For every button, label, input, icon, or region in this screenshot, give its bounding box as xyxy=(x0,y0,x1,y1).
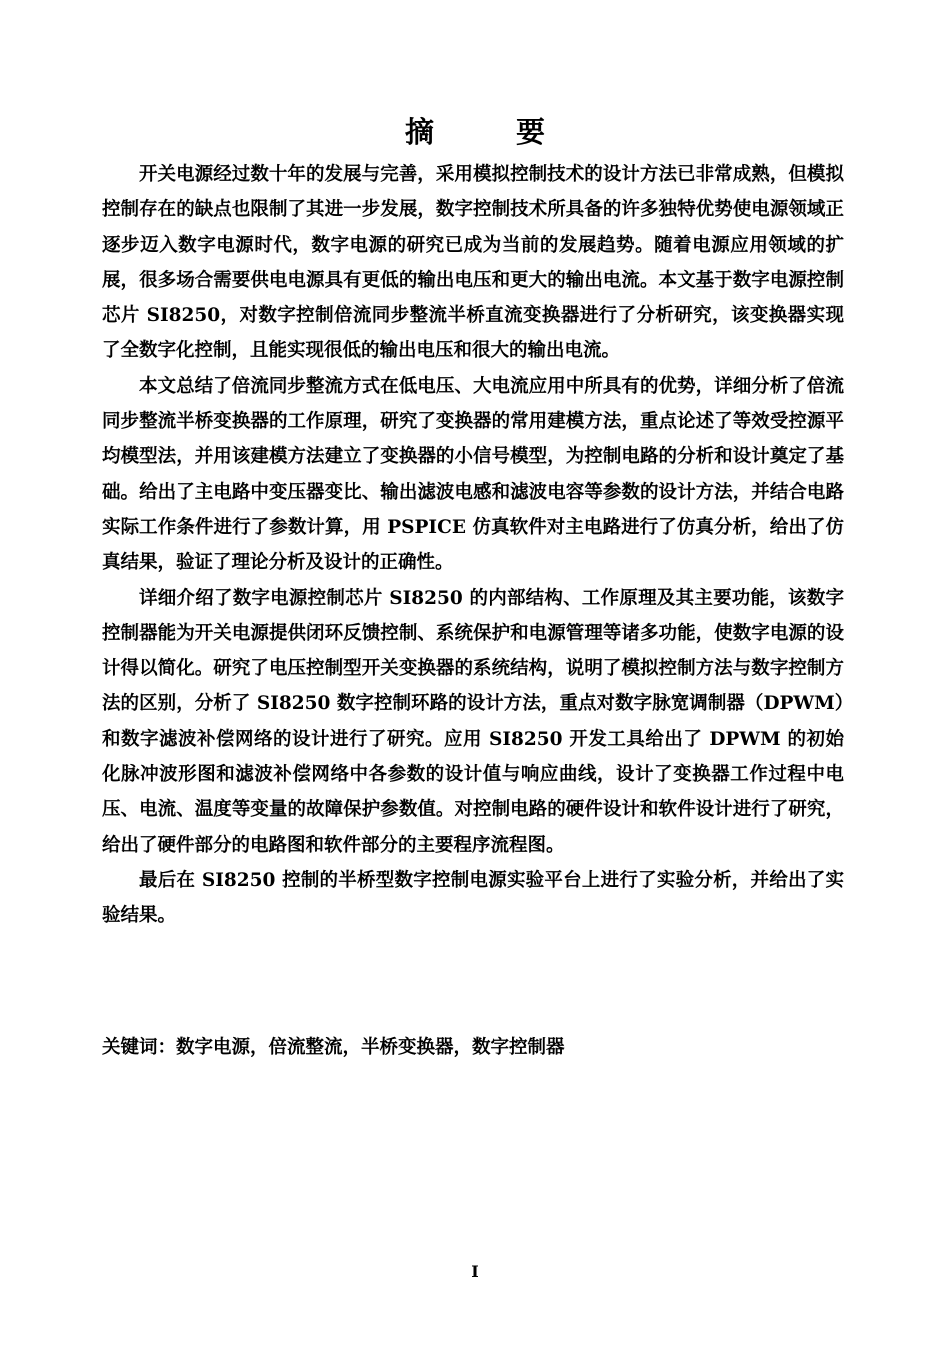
abstract-paragraph-3: 详细介绍了数字电源控制芯片 SI8250 的内部结构、工作原理及其主要功能，该数字控制器能为开关电源提供闭环反馈控制、系统保护和电源管理等诸多功能，使数字电源的设计得以简化。研究了电压控制型开关变换器的系统结构，说明了模拟控制方法与数字控制方法的区别，分析了 SI8250 数字控制环路的设计方法，重点对数字脉宽调制器（DPWM）和数字滤波补偿网络的设计进行了研究。应用 SI8250 开发工具给出了 DPWM 的初始化脉冲波形图和滤波补偿网络中各参数的设计值与响应曲线，设计了变换器工作过程中电压、电流、温度等变量的故障保护参数值。对控制电路的硬件设计和软件设计进行了研究，给出了硬件部分的电路图和软件部分的主要程序流程图。 xyxy=(102,587,844,856)
abstract-paragraph-2: 本文总结了倍流同步整流方式在低电压、大电流应用中所具有的优势，详细分析了倍流同步整流半桥变换器的工作原理，研究了变换器的常用建模方法，重点论述了等效受控源平均模型法，并用该建模方法建立了变换器的小信号模型，为控制电路的分析和设计奠定了基础。给出了主电路中变压器变比、输出滤波电感和滤波电容等参数的设计方法，并结合电路实际工作条件进行了参数计算，用 PSPICE 仿真软件对主电路进行了仿真分析，给出了仿真结果，验证了理论分析及设计的正确性。 xyxy=(102,375,844,574)
keywords-line: 关键词：数字电源，倍流整流，半桥变换器，数字控制器 xyxy=(102,1037,565,1058)
abstract-paragraph-4: 最后在 SI8250 控制的半桥型数字控制电源实验平台上进行了实验分析，并给出了实验结果。 xyxy=(102,869,844,927)
abstract-body xyxy=(102,157,844,934)
page-title: 摘 要 xyxy=(404,115,582,149)
abstract-paragraph-1: 开关电源经过数十年的发展与完善，采用模拟控制技术的设计方法已非常成熟，但模拟控制存在的缺点也限制了其进一步发展，数字控制技术所具备的许多独特优势使电源领域正逐步迈入数字电源时代，数字电源的研究已成为当前的发展趋势。随着电源应用领域的扩展，很多场合需要供电电源具有更低的输出电压和更大的输出电流。本文基于数字电源控制芯片 SI8250，对数字控制倍流同步整流半桥直流变换器进行了分析研究，该变换器实现了全数字化控制，且能实现很低的输出电压和很大的输出电流。 xyxy=(102,164,844,362)
page-number: I xyxy=(471,1262,479,1281)
